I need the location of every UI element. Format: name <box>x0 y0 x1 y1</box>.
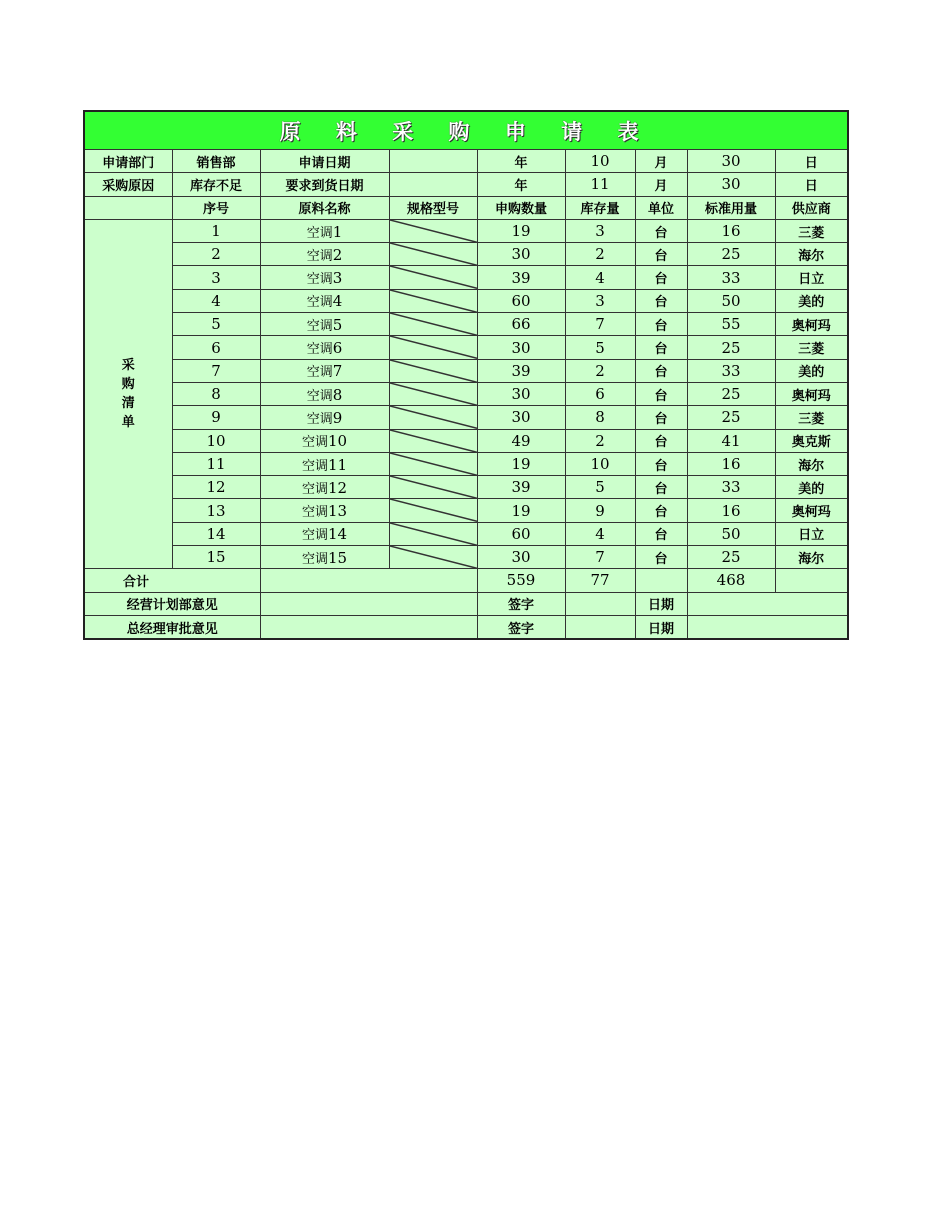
row-material-name-text: 空调 <box>306 411 333 427</box>
row-supplier[interactable]: 奥柯玛 <box>775 382 848 405</box>
column-header-name: 原料名称 <box>260 196 389 219</box>
due-date-label: 要求到货日期 <box>260 173 389 196</box>
planning-sign-label: 签字 <box>477 592 565 615</box>
row-unit: 台 <box>635 336 687 359</box>
row-supplier[interactable]: 海尔 <box>775 243 848 266</box>
row-unit: 台 <box>635 289 687 312</box>
row-std[interactable]: 25 <box>687 243 775 266</box>
row-material-name-num: 11 <box>327 455 348 474</box>
row-std[interactable]: 16 <box>687 499 775 522</box>
planning-date-input[interactable] <box>687 592 848 615</box>
total-unit-blank <box>635 569 687 592</box>
row-material-name-num: 9 <box>332 408 343 427</box>
table-row <box>84 336 848 359</box>
row-material-name-text: 空调 <box>301 481 328 497</box>
row-material-name[interactable] <box>260 313 389 336</box>
row-std[interactable]: 25 <box>687 546 775 569</box>
row-spec[interactable] <box>389 406 477 429</box>
row-qty[interactable]: 39 <box>477 359 565 382</box>
column-header-supplier: 供应商 <box>775 196 848 219</box>
row-stock[interactable]: 4 <box>565 266 635 289</box>
row-unit: 台 <box>635 476 687 499</box>
row-no: 8 <box>172 382 260 405</box>
row-std[interactable]: 41 <box>687 429 775 452</box>
row-unit: 台 <box>635 243 687 266</box>
table-row <box>84 546 848 569</box>
row-no: 14 <box>172 522 260 545</box>
row-no: 5 <box>172 313 260 336</box>
table-row <box>84 382 848 405</box>
table-row <box>84 522 848 545</box>
row-material-name-text: 空调 <box>306 318 333 334</box>
row-supplier[interactable]: 海尔 <box>775 546 848 569</box>
gm-opinion-label: 总经理审批意见 <box>84 615 260 639</box>
row-supplier[interactable]: 海尔 <box>775 452 848 475</box>
row-std[interactable]: 50 <box>687 522 775 545</box>
due-month-label: 月 <box>635 173 687 196</box>
gm-date-label: 日期 <box>635 615 687 639</box>
diagonal-line <box>390 499 477 521</box>
table-row <box>84 359 848 382</box>
row-material-name-num: 4 <box>332 292 343 311</box>
row-stock[interactable]: 2 <box>565 429 635 452</box>
row-unit: 台 <box>635 219 687 242</box>
row-material-name[interactable] <box>260 476 389 499</box>
row-stock[interactable]: 9 <box>565 499 635 522</box>
apply-date-blank[interactable] <box>389 150 477 173</box>
row-supplier[interactable]: 美的 <box>775 289 848 312</box>
row-supplier[interactable]: 美的 <box>775 476 848 499</box>
row-unit: 台 <box>635 406 687 429</box>
row-spec[interactable] <box>389 476 477 499</box>
row-unit: 台 <box>635 522 687 545</box>
row-no: 15 <box>172 546 260 569</box>
row-stock[interactable]: 8 <box>565 406 635 429</box>
row-material-name-text: 空调 <box>301 528 328 544</box>
row-stock[interactable]: 10 <box>565 452 635 475</box>
column-header-qty: 申购数量 <box>477 196 565 219</box>
approval-row-planning <box>84 592 848 615</box>
row-material-name-text: 空调 <box>301 505 328 521</box>
apply-date-label: 申请日期 <box>260 150 389 173</box>
row-std[interactable]: 50 <box>687 289 775 312</box>
row-std[interactable]: 16 <box>687 452 775 475</box>
reason-value[interactable]: 库存不足 <box>172 173 260 196</box>
row-spec[interactable] <box>389 429 477 452</box>
row-spec[interactable] <box>389 336 477 359</box>
row-material-name-num: 5 <box>332 315 343 334</box>
dept-value[interactable]: 销售部 <box>172 150 260 173</box>
diagonal-line <box>390 266 477 288</box>
table-row <box>84 452 848 475</box>
row-no: 9 <box>172 406 260 429</box>
row-qty[interactable]: 66 <box>477 313 565 336</box>
row-material-name-text: 空调 <box>301 551 328 567</box>
table-row <box>84 406 848 429</box>
diagonal-line <box>390 220 477 242</box>
row-material-name[interactable] <box>260 289 389 312</box>
list-label-char: 采 <box>121 358 135 374</box>
row-material-name[interactable] <box>260 336 389 359</box>
diagonal-line <box>390 360 477 382</box>
diagonal-line <box>390 313 477 335</box>
row-std[interactable]: 33 <box>687 266 775 289</box>
diagonal-line <box>390 546 477 568</box>
row-qty[interactable]: 19 <box>477 499 565 522</box>
row-unit: 台 <box>635 266 687 289</box>
total-std: 468 <box>687 569 775 592</box>
row-material-name-num: 3 <box>332 269 343 288</box>
column-header-row <box>84 196 848 219</box>
row-supplier[interactable]: 日立 <box>775 522 848 545</box>
row-no: 3 <box>172 266 260 289</box>
column-header-std: 标准用量 <box>687 196 775 219</box>
row-supplier[interactable]: 日立 <box>775 266 848 289</box>
row-spec[interactable] <box>389 452 477 475</box>
diagonal-line <box>390 430 477 452</box>
row-stock[interactable]: 3 <box>565 219 635 242</box>
row-material-name-text: 空调 <box>306 342 333 358</box>
row-material-name-num: 15 <box>327 548 348 567</box>
row-stock[interactable]: 2 <box>565 359 635 382</box>
row-material-name[interactable] <box>260 266 389 289</box>
reason-label: 采购原因 <box>84 173 172 196</box>
row-unit: 台 <box>635 499 687 522</box>
row-spec[interactable] <box>389 289 477 312</box>
row-material-name-text: 空调 <box>306 388 333 404</box>
dept-label: 申请部门 <box>84 150 172 173</box>
row-no: 13 <box>172 499 260 522</box>
row-material-name[interactable] <box>260 382 389 405</box>
row-spec[interactable] <box>389 219 477 242</box>
row-material-name-num: 13 <box>327 502 348 521</box>
row-qty[interactable]: 49 <box>477 429 565 452</box>
row-stock[interactable]: 5 <box>565 476 635 499</box>
total-stock: 77 <box>565 569 635 592</box>
total-row <box>84 569 848 592</box>
row-material-name-num: 10 <box>327 432 348 451</box>
due-month-value[interactable]: 11 <box>565 173 635 196</box>
row-std[interactable]: 33 <box>687 476 775 499</box>
row-qty[interactable]: 60 <box>477 289 565 312</box>
row-stock[interactable]: 3 <box>565 289 635 312</box>
table-row <box>84 499 848 522</box>
row-unit: 台 <box>635 359 687 382</box>
row-stock[interactable]: 4 <box>565 522 635 545</box>
row-no: 11 <box>172 452 260 475</box>
row-stock[interactable]: 2 <box>565 243 635 266</box>
row-material-name-num: 1 <box>332 222 343 241</box>
due-date-blank[interactable] <box>389 173 477 196</box>
table-row <box>84 476 848 499</box>
row-no: 4 <box>172 289 260 312</box>
row-qty[interactable]: 30 <box>477 382 565 405</box>
row-material-name-text: 空调 <box>306 225 333 241</box>
row-material-name-text: 空调 <box>306 272 333 288</box>
row-spec[interactable] <box>389 499 477 522</box>
row-std[interactable]: 55 <box>687 313 775 336</box>
table-row <box>84 266 848 289</box>
row-supplier[interactable]: 三菱 <box>775 336 848 359</box>
apply-year-label: 年 <box>477 150 565 173</box>
row-qty[interactable]: 19 <box>477 452 565 475</box>
row-std[interactable]: 33 <box>687 359 775 382</box>
diagonal-line <box>390 453 477 475</box>
row-no: 1 <box>172 219 260 242</box>
row-material-name-num: 6 <box>332 339 343 358</box>
due-day-label: 日 <box>775 173 848 196</box>
row-std[interactable]: 16 <box>687 219 775 242</box>
row-material-name[interactable] <box>260 522 389 545</box>
column-header-unit: 单位 <box>635 196 687 219</box>
row-qty[interactable]: 19 <box>477 219 565 242</box>
total-qty: 559 <box>477 569 565 592</box>
planning-date-label: 日期 <box>635 592 687 615</box>
diagonal-line <box>390 383 477 405</box>
approval-row-gm <box>84 615 848 639</box>
row-qty[interactable]: 30 <box>477 336 565 359</box>
row-supplier[interactable]: 三菱 <box>775 219 848 242</box>
row-std[interactable]: 25 <box>687 336 775 359</box>
header-row-1 <box>84 150 848 173</box>
planning-opinion-input[interactable] <box>260 592 477 615</box>
total-label-text: 合计 <box>123 574 150 590</box>
diagonal-line <box>390 476 477 498</box>
row-supplier[interactable]: 奥柯玛 <box>775 313 848 336</box>
due-day-value[interactable]: 30 <box>687 173 775 196</box>
row-material-name[interactable] <box>260 406 389 429</box>
list-label-char: 清 <box>121 396 135 412</box>
total-blank <box>260 569 477 592</box>
table-row <box>84 243 848 266</box>
form-title: 原 料 采 购 申 请 表 <box>84 111 848 150</box>
row-stock[interactable]: 6 <box>565 382 635 405</box>
row-spec[interactable] <box>389 359 477 382</box>
row-spec[interactable] <box>389 522 477 545</box>
row-supplier[interactable]: 奥克斯 <box>775 429 848 452</box>
row-material-name[interactable] <box>260 546 389 569</box>
row-material-name-num: 12 <box>327 478 348 497</box>
row-std[interactable]: 25 <box>687 382 775 405</box>
gm-sign-label: 签字 <box>477 615 565 639</box>
row-material-name[interactable] <box>260 359 389 382</box>
row-spec[interactable] <box>389 313 477 336</box>
gm-opinion-input[interactable] <box>260 615 477 639</box>
row-no: 12 <box>172 476 260 499</box>
row-material-name-text: 空调 <box>306 365 333 381</box>
row-no: 7 <box>172 359 260 382</box>
apply-day-value[interactable]: 30 <box>687 150 775 173</box>
gm-sign-input[interactable] <box>565 615 635 639</box>
row-unit: 台 <box>635 313 687 336</box>
due-year-label: 年 <box>477 173 565 196</box>
row-spec[interactable] <box>389 266 477 289</box>
row-material-name-text: 空调 <box>306 295 333 311</box>
row-qty[interactable]: 30 <box>477 243 565 266</box>
row-material-name-text: 空调 <box>306 248 333 264</box>
row-spec[interactable] <box>389 546 477 569</box>
apply-day-label: 日 <box>775 150 848 173</box>
row-material-name-num: 2 <box>332 245 343 264</box>
planning-opinion-label: 经营计划部意见 <box>84 592 260 615</box>
row-spec[interactable] <box>389 382 477 405</box>
row-qty[interactable]: 39 <box>477 266 565 289</box>
row-material-name-num: 14 <box>327 525 348 544</box>
row-stock[interactable]: 5 <box>565 336 635 359</box>
row-material-name-text: 空调 <box>301 435 328 451</box>
column-header-stock: 库存量 <box>565 196 635 219</box>
row-no: 10 <box>172 429 260 452</box>
planning-sign-input[interactable] <box>565 592 635 615</box>
column-header-spec: 规格型号 <box>389 196 477 219</box>
row-qty[interactable]: 60 <box>477 522 565 545</box>
row-stock[interactable]: 7 <box>565 546 635 569</box>
row-supplier[interactable]: 美的 <box>775 359 848 382</box>
table-row <box>84 429 848 452</box>
row-unit: 台 <box>635 382 687 405</box>
row-supplier[interactable]: 三菱 <box>775 406 848 429</box>
diagonal-line <box>390 336 477 358</box>
row-unit: 台 <box>635 429 687 452</box>
diagonal-line <box>390 406 477 428</box>
row-qty[interactable]: 39 <box>477 476 565 499</box>
row-std[interactable]: 25 <box>687 406 775 429</box>
row-no: 6 <box>172 336 260 359</box>
diagonal-line <box>390 523 477 545</box>
column-header-no: 序号 <box>172 196 260 219</box>
row-unit: 台 <box>635 546 687 569</box>
title-row <box>84 111 848 150</box>
row-qty[interactable]: 30 <box>477 406 565 429</box>
row-material-name-text: 空调 <box>301 458 328 474</box>
total-label <box>84 569 260 592</box>
apply-month-label: 月 <box>635 150 687 173</box>
column-header-blank <box>84 196 172 219</box>
row-stock[interactable]: 7 <box>565 313 635 336</box>
row-no: 2 <box>172 243 260 266</box>
diagonal-line <box>390 243 477 265</box>
row-material-name[interactable] <box>260 429 389 452</box>
row-spec[interactable] <box>389 243 477 266</box>
apply-month-value[interactable]: 10 <box>565 150 635 173</box>
header-row-2 <box>84 173 848 196</box>
purchase-request-form <box>83 110 849 640</box>
row-material-name[interactable] <box>260 219 389 242</box>
gm-date-input[interactable] <box>687 615 848 639</box>
row-unit: 台 <box>635 452 687 475</box>
row-material-name-num: 8 <box>332 385 343 404</box>
row-qty[interactable]: 30 <box>477 546 565 569</box>
row-material-name[interactable] <box>260 452 389 475</box>
list-label-char: 购 <box>121 377 135 393</box>
row-supplier[interactable]: 奥柯玛 <box>775 499 848 522</box>
table-row <box>84 313 848 336</box>
list-label <box>84 219 172 568</box>
row-material-name[interactable] <box>260 499 389 522</box>
list-label-char: 单 <box>121 415 135 431</box>
row-material-name[interactable] <box>260 243 389 266</box>
table-row <box>84 289 848 312</box>
table-row <box>84 219 848 242</box>
row-material-name-num: 7 <box>332 362 343 381</box>
diagonal-line <box>390 290 477 312</box>
total-supplier-blank <box>775 569 848 592</box>
